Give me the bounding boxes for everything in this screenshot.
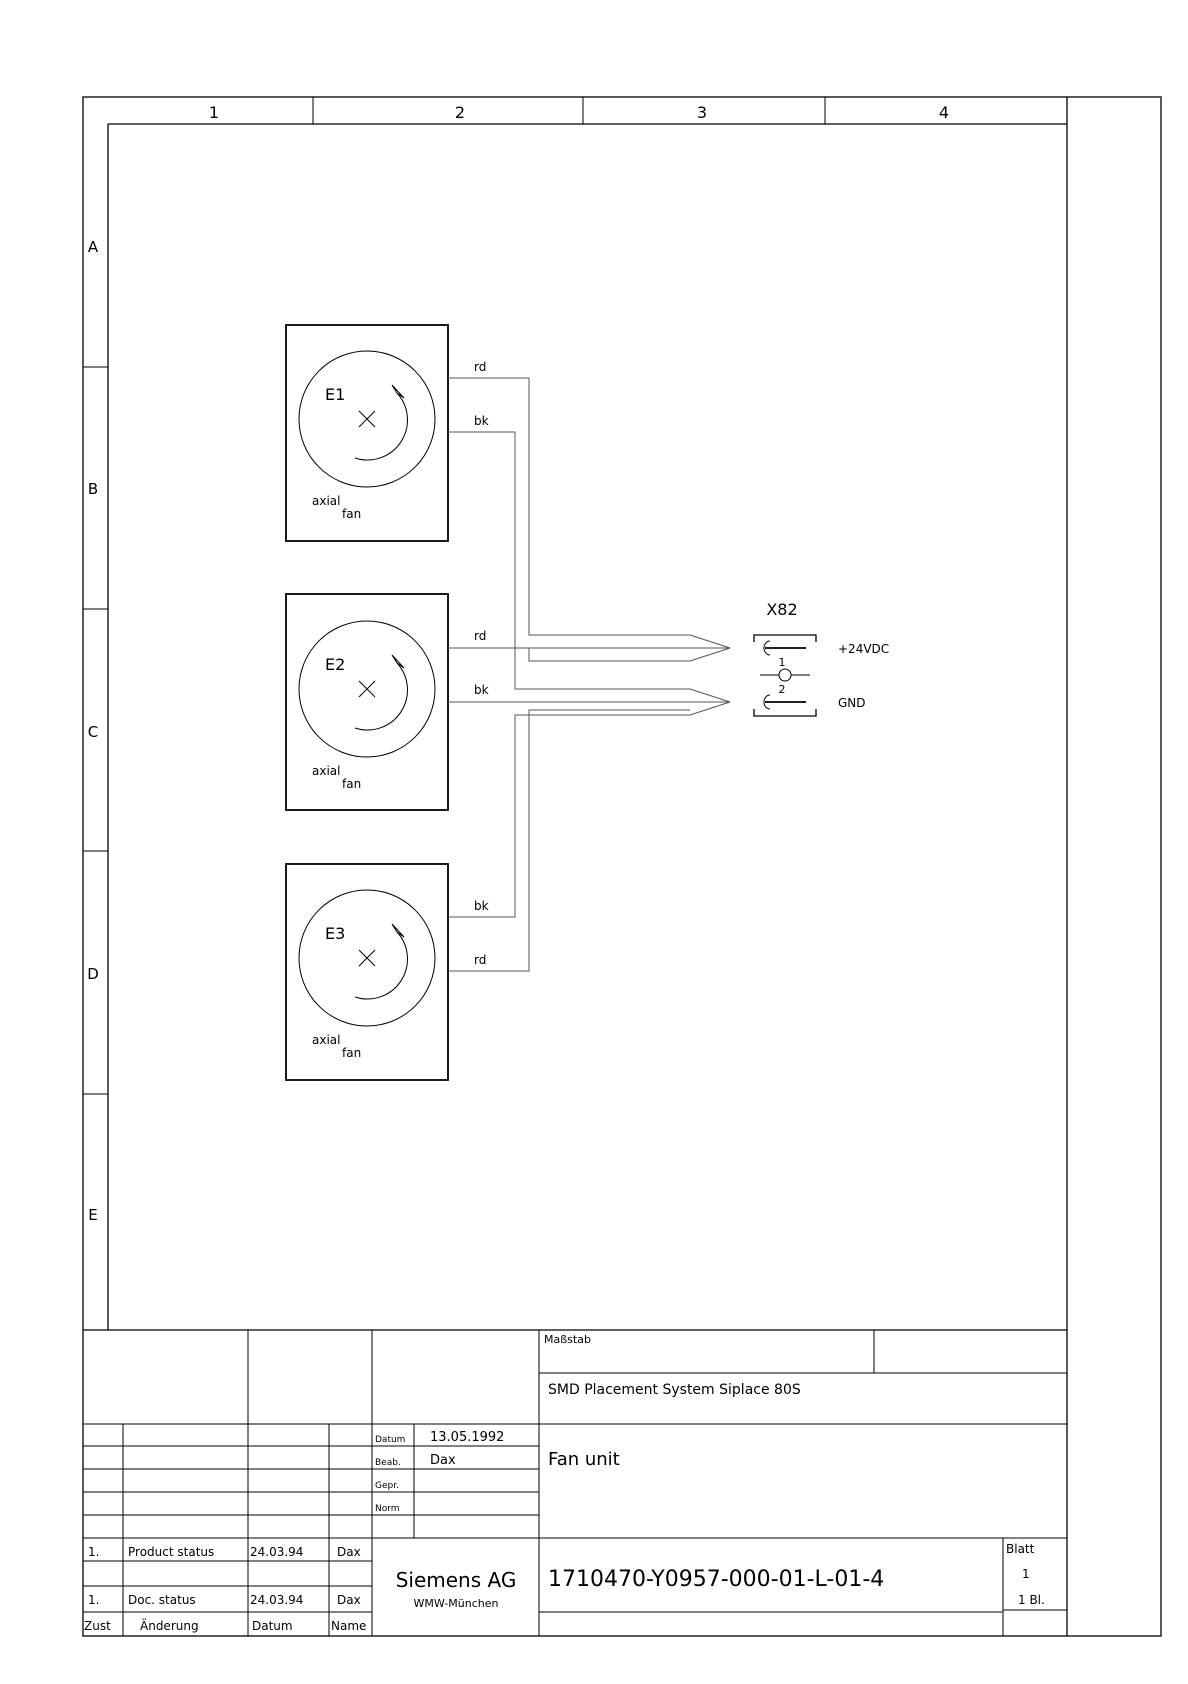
- wire-e3-bk: [448, 702, 730, 917]
- revision-change: Product status: [128, 1545, 215, 1559]
- approval-label: Beab.: [375, 1458, 401, 1468]
- rotation-arrow-icon: [355, 663, 407, 730]
- outer-border: [83, 97, 1161, 1636]
- fan-e1: [286, 325, 489, 541]
- connector-id: X82: [766, 600, 798, 619]
- sheet-number: 1: [1022, 1567, 1030, 1581]
- column-label-4: 4: [938, 103, 950, 122]
- revision-date: 24.03.94: [250, 1593, 304, 1607]
- row-label-A: A: [87, 238, 99, 256]
- company-name: Siemens AG: [395, 1568, 517, 1592]
- wire-e2-rd-joint: [529, 648, 730, 661]
- wire-e3-rd: [448, 710, 690, 971]
- approval-label: Datum: [375, 1435, 406, 1445]
- approval-value: 13.05.1992: [430, 1430, 505, 1445]
- wire-label: bk: [474, 414, 489, 428]
- wire-label: bk: [474, 899, 489, 913]
- wire-e1-rd: [448, 378, 730, 648]
- fan-label-fan: fan: [342, 777, 362, 791]
- revision-zust: 1.: [88, 1593, 100, 1607]
- fan-id: E2: [325, 655, 346, 674]
- rotation-arrow-icon: [355, 932, 407, 999]
- fan-label-axial: axial: [312, 1033, 341, 1047]
- connector-bracket-top: [754, 635, 816, 642]
- wire-label: rd: [474, 360, 487, 374]
- approval-label: Gepr.: [375, 1481, 399, 1491]
- fan-e3: [286, 864, 489, 1080]
- approval-value: Dax: [430, 1453, 456, 1468]
- rotation-arrow-icon: [355, 393, 407, 460]
- wire-label: bk: [474, 683, 489, 697]
- fan-label-fan: fan: [342, 507, 362, 521]
- pin-number: 2: [778, 683, 786, 696]
- scale-label: Maßstab: [544, 1333, 591, 1346]
- wire-label: rd: [474, 629, 487, 643]
- title-block: [83, 1330, 1067, 1636]
- revision-name: Dax: [337, 1593, 361, 1607]
- fan-label-axial: axial: [312, 764, 341, 778]
- fan-box: [286, 325, 448, 541]
- arrowhead-icon: [392, 385, 404, 398]
- fan-box: [286, 594, 448, 810]
- project-name: SMD Placement System Siplace 80S: [548, 1382, 801, 1398]
- fan-box: [286, 864, 448, 1080]
- sheet-label: Blatt: [1006, 1542, 1035, 1556]
- jumper-node-icon: [779, 669, 791, 681]
- column-label-1: 1: [208, 103, 220, 122]
- column-label-2: 2: [454, 103, 466, 122]
- arrowhead-icon: [392, 924, 404, 937]
- header-zust: Zust: [84, 1619, 111, 1633]
- revision-zust: 1.: [88, 1545, 100, 1559]
- header-change: Änderung: [140, 1619, 199, 1633]
- pin-number: 1: [778, 656, 786, 669]
- fan-label-axial: axial: [312, 494, 341, 508]
- fan-id: E1: [325, 385, 346, 404]
- arrowhead-icon: [392, 655, 404, 668]
- approval-label: Norm: [375, 1504, 400, 1514]
- connector-bracket-bottom: [754, 709, 816, 716]
- revision-name: Dax: [337, 1545, 361, 1559]
- header-date: Datum: [252, 1619, 293, 1633]
- sheet-total: 1 Bl.: [1018, 1593, 1045, 1607]
- row-label-E: E: [88, 1206, 98, 1224]
- row-label-B: B: [87, 480, 99, 498]
- revision-change: Doc. status: [128, 1593, 196, 1607]
- fan-label-fan: fan: [342, 1046, 362, 1060]
- revision-date: 24.03.94: [250, 1545, 304, 1559]
- signal-label-gnd: GND: [838, 696, 866, 710]
- header-name: Name: [331, 1619, 367, 1633]
- wiring: [448, 378, 730, 971]
- column-label-3: 3: [696, 103, 708, 122]
- signal-label-24vdc: +24VDC: [838, 642, 890, 656]
- drawing-title: Fan unit: [548, 1449, 620, 1470]
- drawing-number: 1710470-Y0957-000-01-L-01-4: [548, 1567, 885, 1592]
- wire-label: rd: [474, 953, 487, 967]
- row-label-D: D: [87, 965, 99, 983]
- company-sub: WMW-München: [413, 1597, 499, 1610]
- fan-id: E3: [325, 924, 346, 943]
- row-label-C: C: [87, 723, 99, 741]
- connector-x82: [754, 600, 889, 716]
